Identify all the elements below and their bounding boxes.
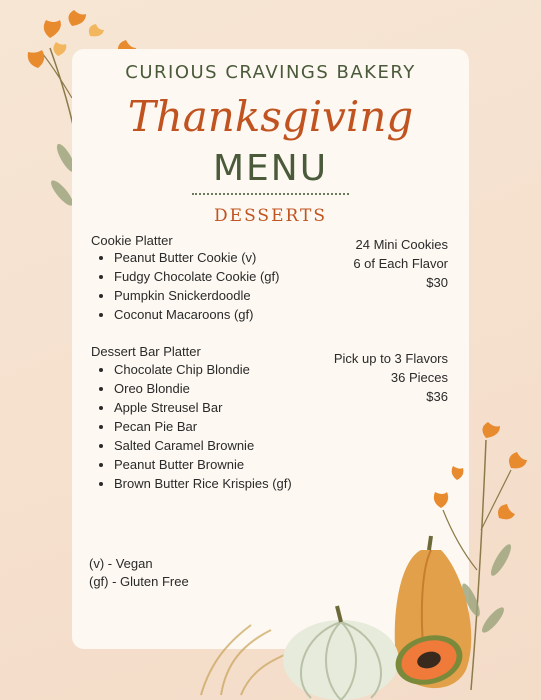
cookie-platter-quantity: 24 Mini Cookies <box>355 237 448 252</box>
cookie-platter-details <box>353 235 448 292</box>
pumpkin-squash-papaya-icon <box>181 410 541 700</box>
list-item: • Coconut Macaroons (gf) <box>114 305 279 324</box>
cookie-platter-price: $30 <box>426 275 448 290</box>
list-item: • Apple Streusel Bar <box>114 398 292 417</box>
cookie-platter-flavors: 6 of Each Flavor <box>353 256 448 271</box>
list-item: • Pecan Pie Bar <box>114 417 292 436</box>
dessert-bar-platter-details <box>334 349 448 406</box>
legend-gluten-free: (gf) - Gluten Free <box>89 574 189 589</box>
list-item: • Oreo Blondie <box>114 379 292 398</box>
cookie-platter-list <box>100 248 279 324</box>
desserts-heading: DESSERTS <box>214 206 327 226</box>
bakery-name: CURIOUS CRAVINGS BAKERY <box>125 62 416 83</box>
list-item: • Chocolate Chip Blondie <box>114 360 292 379</box>
list-item: • Pumpkin Snickerdoodle <box>114 286 279 305</box>
dotted-divider <box>192 193 349 195</box>
thanksgiving-script-title: Thanksgiving <box>127 92 414 141</box>
list-item: • Brown Butter Rice Krispies (gf) <box>114 474 292 493</box>
list-item: • Salted Caramel Brownie <box>114 436 292 455</box>
list-item: • Fudgy Chocolate Cookie (gf) <box>114 267 279 286</box>
menu-title: MENU <box>212 148 329 189</box>
list-item: • Peanut Butter Brownie <box>114 455 292 474</box>
cookie-platter-title: Cookie Platter <box>91 233 173 248</box>
dessert-bar-platter-price: $36 <box>426 389 448 404</box>
dessert-bar-platter-title: Dessert Bar Platter <box>91 344 201 359</box>
dessert-bar-platter-flavors: Pick up to 3 Flavors <box>333 351 448 366</box>
legend-vegan: (v) - Vegan <box>89 556 153 571</box>
dessert-bar-platter-quantity: 36 Pieces <box>390 370 448 385</box>
list-item: • Peanut Butter Cookie (v) <box>114 248 279 267</box>
